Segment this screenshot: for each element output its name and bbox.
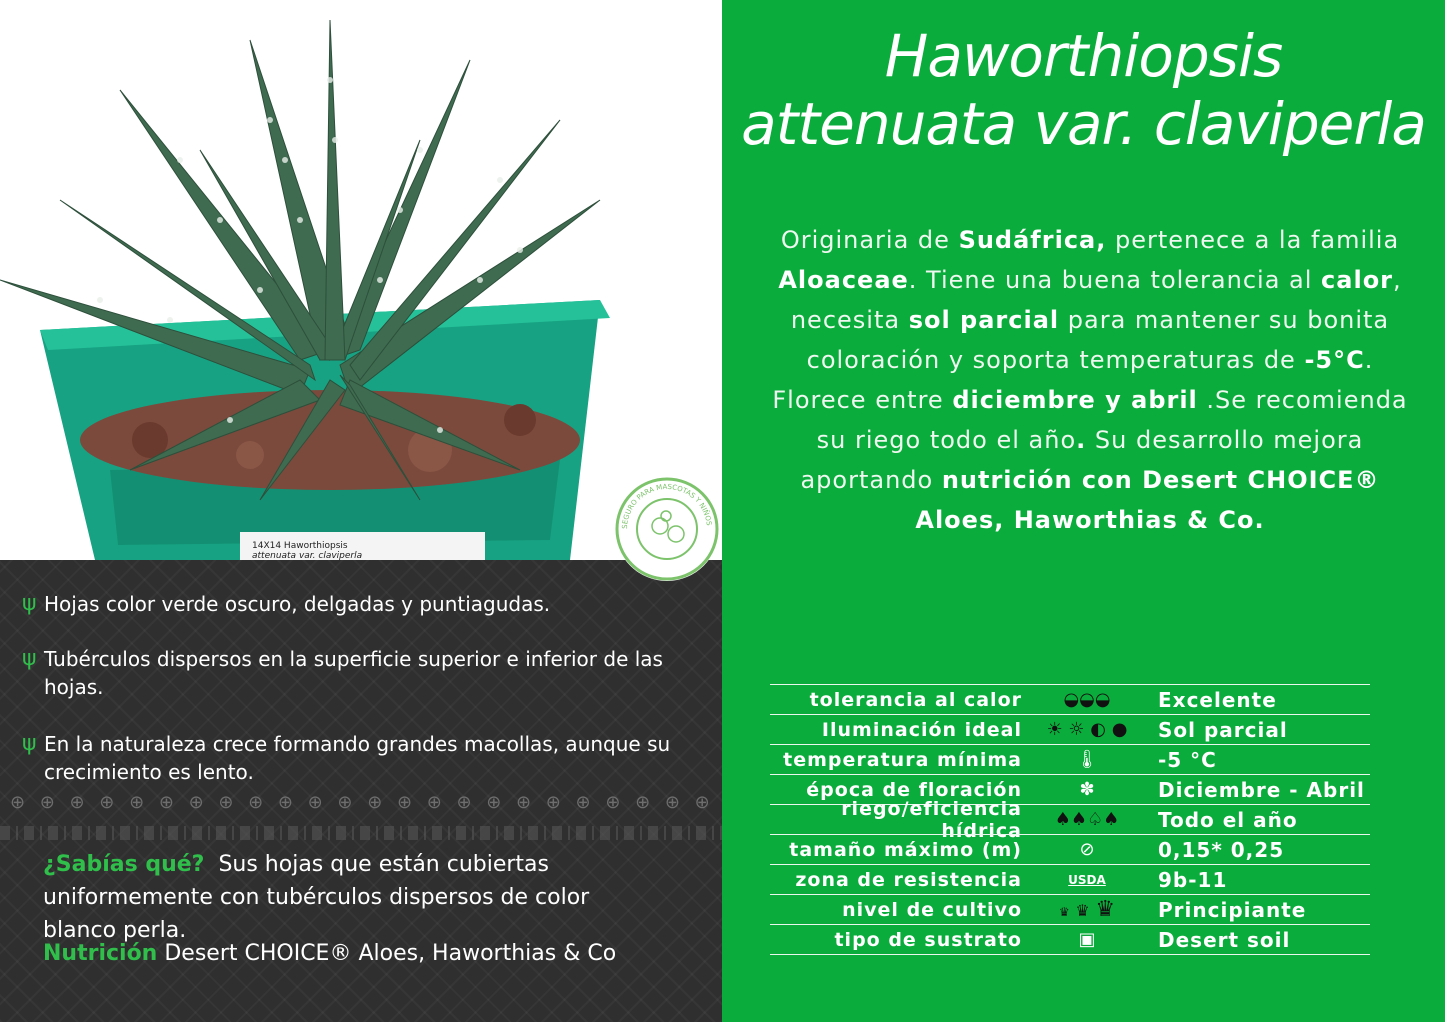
spec-label: época de floración	[806, 778, 1022, 801]
flower-icon: ✽	[1079, 779, 1095, 800]
species-title	[722, 22, 1445, 158]
spec-label: tolerancia al calor	[809, 688, 1022, 711]
title-line-2: attenuata var. claviperla	[741, 90, 1426, 158]
sun-icon: ☀ ☼ ◐ ●	[1046, 719, 1128, 740]
spec-value: 0,15* 0,25	[1158, 837, 1285, 862]
did-you-know-label: ¿Sabías qué?	[43, 852, 205, 877]
spec-row	[770, 864, 1370, 894]
spec-label: tamaño máximo (m)	[789, 838, 1022, 861]
description: Originaria de Sudáfrica, pertenece a la familia Aloaceae. Tiene una buena tolerancia al calor, necesita sol parcial para mantener su bonita coloración y soporta temperaturas de -5°C. Florece entre diciembre y abril .Se recomienda su riego todo el año. Su desarrollo mejora aportando nutrición con Desert CHOICE® Aloes, Haworthias & Co.	[772, 226, 1408, 534]
nutrition-line	[43, 939, 616, 969]
svg-text:attenuata var. claviperla: attenuata var. claviperla	[252, 551, 363, 560]
did-you-know-text: Sus hojas que están cubiertas uniformemente con tubérculos dispersos de color blanco perla.	[43, 852, 590, 943]
bullet-item	[22, 590, 684, 618]
spec-value: Sol parcial	[1158, 717, 1288, 742]
spec-value: Principiante	[1158, 897, 1307, 922]
nutrition-text: Desert CHOICE® Aloes, Haworthias & Co	[164, 941, 617, 966]
bullet-text: Tubérculos dispersos en la superficie superior e inferior de las hojas.	[44, 647, 663, 699]
spec-value: 9b-11	[1158, 867, 1228, 892]
bullet-text: En la naturaleza crece formando grandes macollas, aunque su crecimiento es lento.	[44, 732, 671, 784]
decorative-pattern-row: ⊕ ⊕ ⊕ ⊕ ⊕ ⊕ ⊕ ⊕ ⊕ ⊕ ⊕ ⊕ ⊕ ⊕ ⊕ ⊕ ⊕ ⊕ ⊕ ⊕ ⊕ ⊕ ⊕ ⊕	[10, 792, 710, 813]
usda-icon: USDA	[1068, 872, 1106, 887]
substrate-bag-icon: ▣	[1078, 929, 1096, 950]
spec-row	[770, 834, 1370, 864]
ruler-icon: ⊘	[1079, 839, 1095, 860]
bullet-text: Hojas color verde oscuro, delgadas y puntiagudas.	[44, 592, 551, 616]
spec-row	[770, 714, 1370, 744]
thermometer-icon: 🌡	[1075, 749, 1099, 770]
heat-tolerance-icon: ◒◒◒	[1063, 689, 1111, 710]
spec-label: zona de resistencia	[795, 868, 1022, 891]
bullet-item	[22, 645, 684, 701]
spec-row	[770, 797, 1370, 842]
spec-row	[770, 744, 1370, 774]
spec-label: nivel de cultivo	[842, 898, 1022, 921]
svg-text:SEGURO PARA MASCOTAS Y NIÑOS: SEGURO PARA MASCOTAS Y NIÑOS	[620, 482, 713, 530]
spec-value: Todo el año	[1158, 807, 1298, 832]
spec-row	[770, 684, 1370, 714]
spec-row	[770, 894, 1370, 924]
title-line-1: Haworthiopsis	[884, 22, 1283, 90]
decorative-border	[0, 826, 722, 840]
info-panel	[722, 0, 1445, 1022]
spec-label: temperatura mínima	[783, 748, 1022, 771]
cactus-icon: ψ	[22, 591, 37, 616]
bullet-item	[22, 730, 684, 786]
water-drop-icon: ♠♠♤♠	[1054, 809, 1120, 830]
spec-value: -5 °C	[1158, 747, 1217, 772]
left-panel	[0, 0, 722, 1022]
svg-text:14X14 Haworthiopsis: 14X14 Haworthiopsis	[252, 541, 348, 551]
did-you-know	[43, 848, 663, 947]
spec-label: tipo de sustrato	[834, 928, 1022, 951]
spec-row	[770, 924, 1370, 955]
specs-table	[770, 684, 1370, 955]
spec-value: Diciembre - Abril	[1158, 777, 1365, 802]
spec-value: Desert soil	[1158, 927, 1291, 952]
pet-safe-seal	[612, 474, 722, 584]
spec-label: Iluminación ideal	[821, 718, 1022, 741]
cactus-icon: ψ	[22, 646, 37, 671]
spec-value: Excelente	[1158, 687, 1277, 712]
cactus-icon: ψ	[22, 731, 37, 756]
nutrition-label: Nutrición	[43, 941, 158, 966]
crown-icon: ♛ ♛ ♛	[1058, 897, 1116, 922]
spec-label: riego/eficiencia hídrica	[841, 797, 1022, 842]
